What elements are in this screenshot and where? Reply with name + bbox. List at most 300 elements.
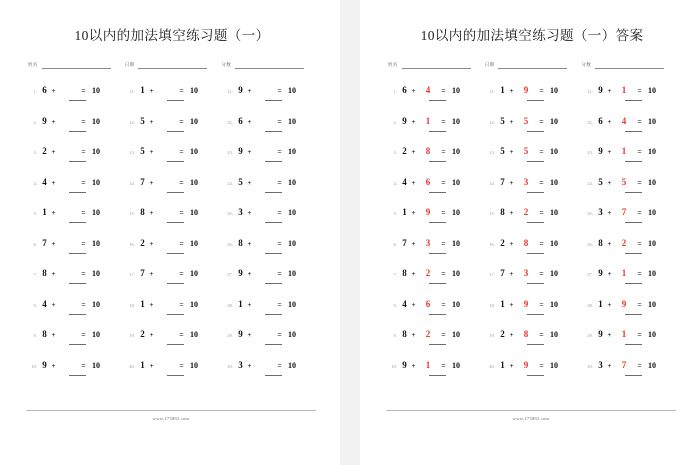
problem-expression <box>484 207 582 217</box>
plus-operator: + <box>149 239 154 248</box>
sum-value: 10 <box>550 330 558 339</box>
answer-underline <box>69 283 86 284</box>
first-operand: 1 <box>140 298 145 309</box>
problem-number: 9. <box>393 333 397 338</box>
info-field-0 <box>388 60 485 69</box>
equals-sign: = <box>637 330 642 339</box>
problem-expression <box>26 146 124 156</box>
answer-value: 8 <box>523 237 529 248</box>
problem-expression <box>484 116 582 126</box>
plus-operator: + <box>51 270 56 278</box>
answer-underline <box>69 192 86 193</box>
sum-value: 10 <box>92 238 100 248</box>
answer-underline <box>167 344 184 345</box>
problem-item <box>26 177 124 208</box>
answer-value: 5 <box>523 146 529 156</box>
plus-operator: + <box>149 148 154 156</box>
problem-item <box>26 360 124 391</box>
problem-column-2 <box>222 85 320 390</box>
plus-operator: + <box>411 87 416 95</box>
problem-expression <box>386 177 484 187</box>
first-operand: 1 <box>42 207 47 217</box>
first-operand: 8 <box>42 329 47 339</box>
problem-expression <box>386 85 484 95</box>
first-operand: 1 <box>500 85 505 95</box>
equals-sign: = <box>441 86 446 95</box>
problem-number: 14. <box>129 180 135 186</box>
sum-value: 10 <box>288 299 296 309</box>
sum-value: 10 <box>92 116 100 126</box>
answer-underline <box>69 344 86 345</box>
first-operand: 9 <box>598 146 603 156</box>
problem-item <box>222 116 320 147</box>
first-operand: 9 <box>402 359 407 370</box>
plus-operator: + <box>411 209 416 217</box>
first-operand: 7 <box>42 237 47 248</box>
answer-underline <box>429 100 446 101</box>
plus-operator: + <box>607 87 612 95</box>
page-title: 10以内的加法填空练习题（一）答案 <box>420 28 644 43</box>
first-operand: 3 <box>238 359 243 370</box>
first-operand: 2 <box>500 237 505 248</box>
answer-value: 3 <box>523 176 529 187</box>
info-field-label: 分数 <box>221 62 232 67</box>
answer-underline <box>429 161 446 162</box>
equals-sign: = <box>441 360 446 370</box>
sum-value: 10 <box>648 360 656 370</box>
first-operand: 1 <box>598 298 603 309</box>
equals-sign: = <box>179 208 184 217</box>
problem-number: 26. <box>587 241 593 247</box>
problem-expression <box>386 268 484 278</box>
answer-value: 6 <box>425 298 431 309</box>
first-operand: 3 <box>598 207 603 217</box>
problem-item <box>484 85 582 116</box>
problem-number: 9. <box>33 333 37 338</box>
problem-item <box>484 360 582 391</box>
plus-operator: + <box>509 361 514 370</box>
problem-expression <box>124 116 222 126</box>
sum-value: 10 <box>92 86 100 95</box>
answer-value: 1 <box>621 329 627 339</box>
problem-number: 1. <box>393 89 397 94</box>
problem-number: 1. <box>33 89 37 94</box>
answer-value: 1 <box>621 268 627 278</box>
answer-underline <box>69 222 86 223</box>
problem-item <box>26 299 124 330</box>
problem-item <box>582 177 680 208</box>
problem-number: 15. <box>489 211 495 216</box>
problem-number: 16. <box>489 241 495 247</box>
equals-sign: = <box>179 360 184 370</box>
first-operand: 5 <box>140 146 145 156</box>
info-field-input[interactable] <box>42 60 111 69</box>
problem-item <box>582 299 680 330</box>
problem-item <box>124 238 222 269</box>
problem-item <box>484 207 582 238</box>
problem-item <box>484 177 582 208</box>
problem-number: 11. <box>489 89 495 94</box>
problem-number: 28. <box>587 302 593 308</box>
problem-item <box>484 268 582 299</box>
sum-value: 10 <box>190 116 198 126</box>
student-info-row <box>382 60 682 69</box>
answer-value: 5 <box>523 115 529 126</box>
sum-value: 10 <box>550 269 558 278</box>
sum-value: 10 <box>190 177 198 187</box>
problem-number: 21. <box>227 89 233 94</box>
answer-value: 8 <box>523 329 529 339</box>
equals-sign: = <box>539 299 544 309</box>
first-operand: 2 <box>500 329 505 339</box>
problem-item <box>26 146 124 177</box>
problem-expression <box>222 85 320 95</box>
problem-expression <box>124 146 222 156</box>
first-operand: 9 <box>238 329 243 339</box>
plus-operator: + <box>51 209 56 217</box>
problem-number: 11. <box>129 89 135 94</box>
answer-underline <box>625 131 642 132</box>
first-operand: 1 <box>140 85 145 95</box>
equals-sign: = <box>637 86 642 95</box>
answer-underline <box>527 283 544 284</box>
first-operand: 7 <box>140 268 145 278</box>
problem-number: 13. <box>489 150 495 155</box>
first-operand: 1 <box>500 359 505 370</box>
problem-item <box>582 238 680 269</box>
equals-sign: = <box>441 299 446 309</box>
problem-item <box>222 85 320 116</box>
problem-expression <box>26 299 124 309</box>
equals-sign: = <box>277 208 282 217</box>
equals-sign: = <box>179 177 184 187</box>
problem-expression <box>26 329 124 339</box>
answer-underline <box>527 100 544 101</box>
problem-number: 30. <box>227 363 233 369</box>
plus-operator: + <box>411 300 416 309</box>
problem-number: 30. <box>587 363 593 369</box>
problem-expression <box>222 207 320 217</box>
equals-sign: = <box>179 330 184 339</box>
plus-operator: + <box>247 361 252 370</box>
problem-number: 5. <box>33 211 37 216</box>
answer-underline <box>625 161 642 162</box>
first-operand: 3 <box>238 207 243 217</box>
sum-value: 10 <box>648 238 656 248</box>
answer-underline <box>167 314 184 315</box>
problem-item <box>386 177 484 208</box>
first-operand: 6 <box>238 115 243 126</box>
problem-item <box>582 360 680 391</box>
info-field-input[interactable] <box>138 60 207 69</box>
sum-value: 10 <box>92 177 100 187</box>
equals-sign: = <box>81 177 86 187</box>
problem-grid <box>382 85 682 390</box>
problem-item <box>222 329 320 360</box>
plus-operator: + <box>509 270 514 278</box>
problem-expression <box>386 207 484 217</box>
problem-expression <box>582 238 680 248</box>
answer-underline <box>527 253 544 254</box>
problem-item <box>124 146 222 177</box>
answer-underline <box>527 161 544 162</box>
plus-operator: + <box>411 270 416 278</box>
sum-value: 10 <box>190 299 198 309</box>
equals-sign: = <box>441 147 446 156</box>
problem-expression <box>386 238 484 248</box>
first-operand: 8 <box>42 268 47 278</box>
problem-expression <box>386 360 484 370</box>
answer-underline <box>429 314 446 315</box>
first-operand: 1 <box>402 207 407 217</box>
equals-sign: = <box>277 238 282 248</box>
equals-sign: = <box>277 86 282 95</box>
info-field-input[interactable] <box>595 60 664 69</box>
problem-expression <box>26 116 124 126</box>
info-field-input[interactable] <box>498 60 567 69</box>
plus-operator: + <box>509 87 514 95</box>
worksheet-page-answer <box>360 0 700 465</box>
answer-value: 4 <box>621 115 627 126</box>
problem-item <box>124 329 222 360</box>
answer-value: 1 <box>425 115 431 126</box>
problem-item <box>386 329 484 360</box>
info-field-input[interactable] <box>402 60 471 69</box>
plus-operator: + <box>51 117 56 126</box>
equals-sign: = <box>277 269 282 278</box>
problem-expression <box>484 329 582 339</box>
equals-sign: = <box>277 177 282 187</box>
problem-expression <box>124 177 222 187</box>
problem-item <box>582 146 680 177</box>
problem-item <box>222 146 320 177</box>
problem-item <box>582 207 680 238</box>
problem-expression <box>26 85 124 95</box>
plus-operator: + <box>411 361 416 370</box>
problem-number: 20. <box>129 363 135 369</box>
plus-operator: + <box>607 148 612 156</box>
problem-number: 8. <box>33 302 37 308</box>
answer-underline <box>265 222 282 223</box>
problem-number: 3. <box>393 150 397 155</box>
plus-operator: + <box>149 270 154 278</box>
answer-underline <box>69 131 86 132</box>
problem-item <box>124 116 222 147</box>
answer-underline <box>167 161 184 162</box>
first-operand: 5 <box>238 176 243 187</box>
plus-operator: + <box>411 148 416 156</box>
problem-expression <box>386 116 484 126</box>
sum-value: 10 <box>452 269 460 278</box>
problem-item <box>386 299 484 330</box>
first-operand: 6 <box>42 85 47 95</box>
plus-operator: + <box>247 87 252 95</box>
plus-operator: + <box>509 148 514 156</box>
answer-value: 7 <box>621 207 627 217</box>
answer-value: 9 <box>523 85 529 95</box>
plus-operator: + <box>411 331 416 339</box>
equals-sign: = <box>637 147 642 156</box>
problem-number: 29. <box>227 333 233 338</box>
problem-number: 6. <box>393 241 397 247</box>
info-field-label: 日期 <box>484 62 495 67</box>
plus-operator: + <box>149 300 154 309</box>
equals-sign: = <box>277 299 282 309</box>
sum-value: 10 <box>550 360 558 370</box>
plus-operator: + <box>247 148 252 156</box>
problem-expression <box>484 299 582 309</box>
problem-expression <box>124 238 222 248</box>
first-operand: 9 <box>238 268 243 278</box>
answer-value: 9 <box>621 298 627 309</box>
plus-operator: + <box>411 178 416 187</box>
sum-value: 10 <box>648 147 656 156</box>
equals-sign: = <box>441 116 446 126</box>
answer-underline <box>69 100 86 101</box>
problem-expression <box>26 238 124 248</box>
footer-url: www.173882.com <box>512 416 550 421</box>
equals-sign: = <box>179 299 184 309</box>
problem-number: 29. <box>587 333 593 338</box>
sum-value: 10 <box>648 177 656 187</box>
answer-value: 9 <box>523 359 529 370</box>
problem-item <box>124 268 222 299</box>
plus-operator: + <box>509 300 514 309</box>
plus-operator: + <box>607 300 612 309</box>
info-field-label: 日期 <box>124 62 135 67</box>
equals-sign: = <box>637 116 642 126</box>
answer-underline <box>429 253 446 254</box>
problem-item <box>582 329 680 360</box>
page-footer <box>386 410 676 421</box>
problem-number: 26. <box>227 241 233 247</box>
first-operand: 2 <box>140 329 145 339</box>
problem-number: 17. <box>129 272 135 277</box>
first-operand: 2 <box>140 237 145 248</box>
problem-number: 19. <box>489 333 495 338</box>
info-field-input[interactable] <box>235 60 304 69</box>
equals-sign: = <box>637 238 642 248</box>
problem-number: 20. <box>489 363 495 369</box>
answer-underline <box>167 375 184 376</box>
problem-item <box>484 329 582 360</box>
problem-number: 12. <box>129 119 135 125</box>
problem-expression <box>124 360 222 370</box>
problem-item <box>124 177 222 208</box>
answer-value: 1 <box>621 146 627 156</box>
problem-number: 13. <box>129 150 135 155</box>
sum-value: 10 <box>92 299 100 309</box>
sum-value: 10 <box>288 116 296 126</box>
page-divider <box>340 0 360 465</box>
problem-item <box>386 268 484 299</box>
first-operand: 5 <box>140 115 145 126</box>
answer-value: 1 <box>621 85 627 95</box>
sum-value: 10 <box>452 208 460 217</box>
problem-column-2 <box>582 85 680 390</box>
answer-underline <box>265 192 282 193</box>
equals-sign: = <box>81 269 86 278</box>
answer-underline <box>265 253 282 254</box>
plus-operator: + <box>149 87 154 95</box>
footer-url: www.173882.com <box>152 416 190 421</box>
problem-number: 4. <box>33 180 37 186</box>
problem-item <box>222 299 320 330</box>
sum-value: 10 <box>648 208 656 217</box>
answer-underline <box>625 192 642 193</box>
sum-value: 10 <box>648 86 656 95</box>
problem-expression <box>222 146 320 156</box>
page-title: 10以内的加法填空练习题（一） <box>74 28 270 43</box>
problem-expression <box>582 329 680 339</box>
first-operand: 3 <box>598 359 603 370</box>
plus-operator: + <box>51 361 56 370</box>
plus-operator: + <box>607 117 612 126</box>
sum-value: 10 <box>92 208 100 217</box>
plus-operator: + <box>149 361 154 370</box>
sum-value: 10 <box>190 86 198 95</box>
problem-column-1 <box>484 85 582 390</box>
equals-sign: = <box>179 116 184 126</box>
answer-underline <box>625 283 642 284</box>
info-field-label: 姓名 <box>28 62 38 67</box>
problem-expression <box>222 360 320 370</box>
equals-sign: = <box>539 269 544 278</box>
answer-underline <box>167 131 184 132</box>
first-operand: 4 <box>402 176 407 187</box>
sum-value: 10 <box>452 238 460 248</box>
answer-value: 9 <box>523 298 529 309</box>
answer-underline <box>625 222 642 223</box>
problem-expression <box>484 360 582 370</box>
problem-number: 10. <box>31 363 37 369</box>
first-operand: 6 <box>402 85 407 95</box>
sum-value: 10 <box>92 330 100 339</box>
equals-sign: = <box>81 116 86 126</box>
problem-expression <box>484 268 582 278</box>
sum-value: 10 <box>550 147 558 156</box>
problem-item <box>222 207 320 238</box>
problem-expression <box>582 299 680 309</box>
problem-expression <box>582 207 680 217</box>
equals-sign: = <box>637 360 642 370</box>
equals-sign: = <box>81 238 86 248</box>
sum-value: 10 <box>190 147 198 156</box>
equals-sign: = <box>81 330 86 339</box>
answer-underline <box>167 100 184 101</box>
equals-sign: = <box>179 269 184 278</box>
problem-item <box>26 238 124 269</box>
plus-operator: + <box>51 87 56 95</box>
problem-expression <box>124 85 222 95</box>
plus-operator: + <box>247 239 252 248</box>
sum-value: 10 <box>452 299 460 309</box>
problem-number: 12. <box>489 119 495 125</box>
problem-number: 16. <box>129 241 135 247</box>
first-operand: 9 <box>238 85 243 95</box>
sum-value: 10 <box>452 360 460 370</box>
sum-value: 10 <box>648 116 656 126</box>
answer-value: 9 <box>425 207 431 217</box>
answer-underline <box>429 344 446 345</box>
answer-value: 7 <box>621 359 627 370</box>
info-field-label: 分数 <box>581 62 592 67</box>
plus-operator: + <box>509 117 514 126</box>
sum-value: 10 <box>452 86 460 95</box>
plus-operator: + <box>509 209 514 217</box>
problem-expression <box>124 207 222 217</box>
info-field-0 <box>28 60 125 69</box>
